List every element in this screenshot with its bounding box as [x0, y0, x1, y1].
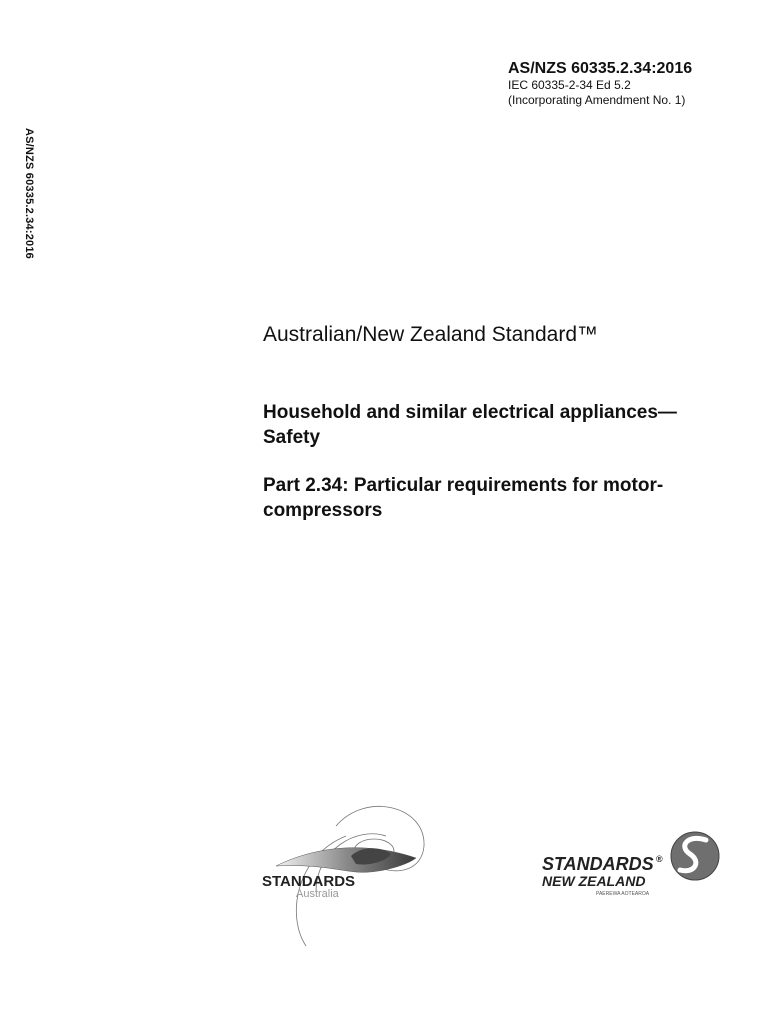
spine-text: AS/NZS 60335.2.34:2016 [23, 128, 35, 259]
snz-mark: ® [656, 854, 663, 864]
document-designation [508, 60, 748, 108]
iec-reference: IEC 60335-2-34 Ed 5.2 [508, 78, 631, 92]
snz-s-mark-icon [671, 832, 719, 880]
sa-logo-word: STANDARDS [262, 873, 356, 890]
standards-australia-logo [256, 796, 436, 956]
document-title: Household and similar electrical appliances—Safety [263, 402, 677, 448]
standard-code: AS/NZS 60335.2.34:2016 [508, 60, 693, 77]
spine-designation [22, 128, 36, 268]
amendment-note: (Incorporating Amendment No. 1) [508, 93, 686, 107]
document-part: Part 2.34: Particular requirements for motor-compressors [263, 475, 664, 521]
sa-logo-sub: Australia [296, 888, 339, 900]
standard-type: Australian/New Zealand Standard™ [263, 323, 599, 346]
snz-line3: PAEREWA AOTEAROA [596, 891, 650, 897]
snz-line1: STANDARDS [542, 854, 654, 874]
standards-new-zealand-logo [538, 826, 728, 906]
snz-line2: NEW ZEALAND [542, 873, 646, 889]
